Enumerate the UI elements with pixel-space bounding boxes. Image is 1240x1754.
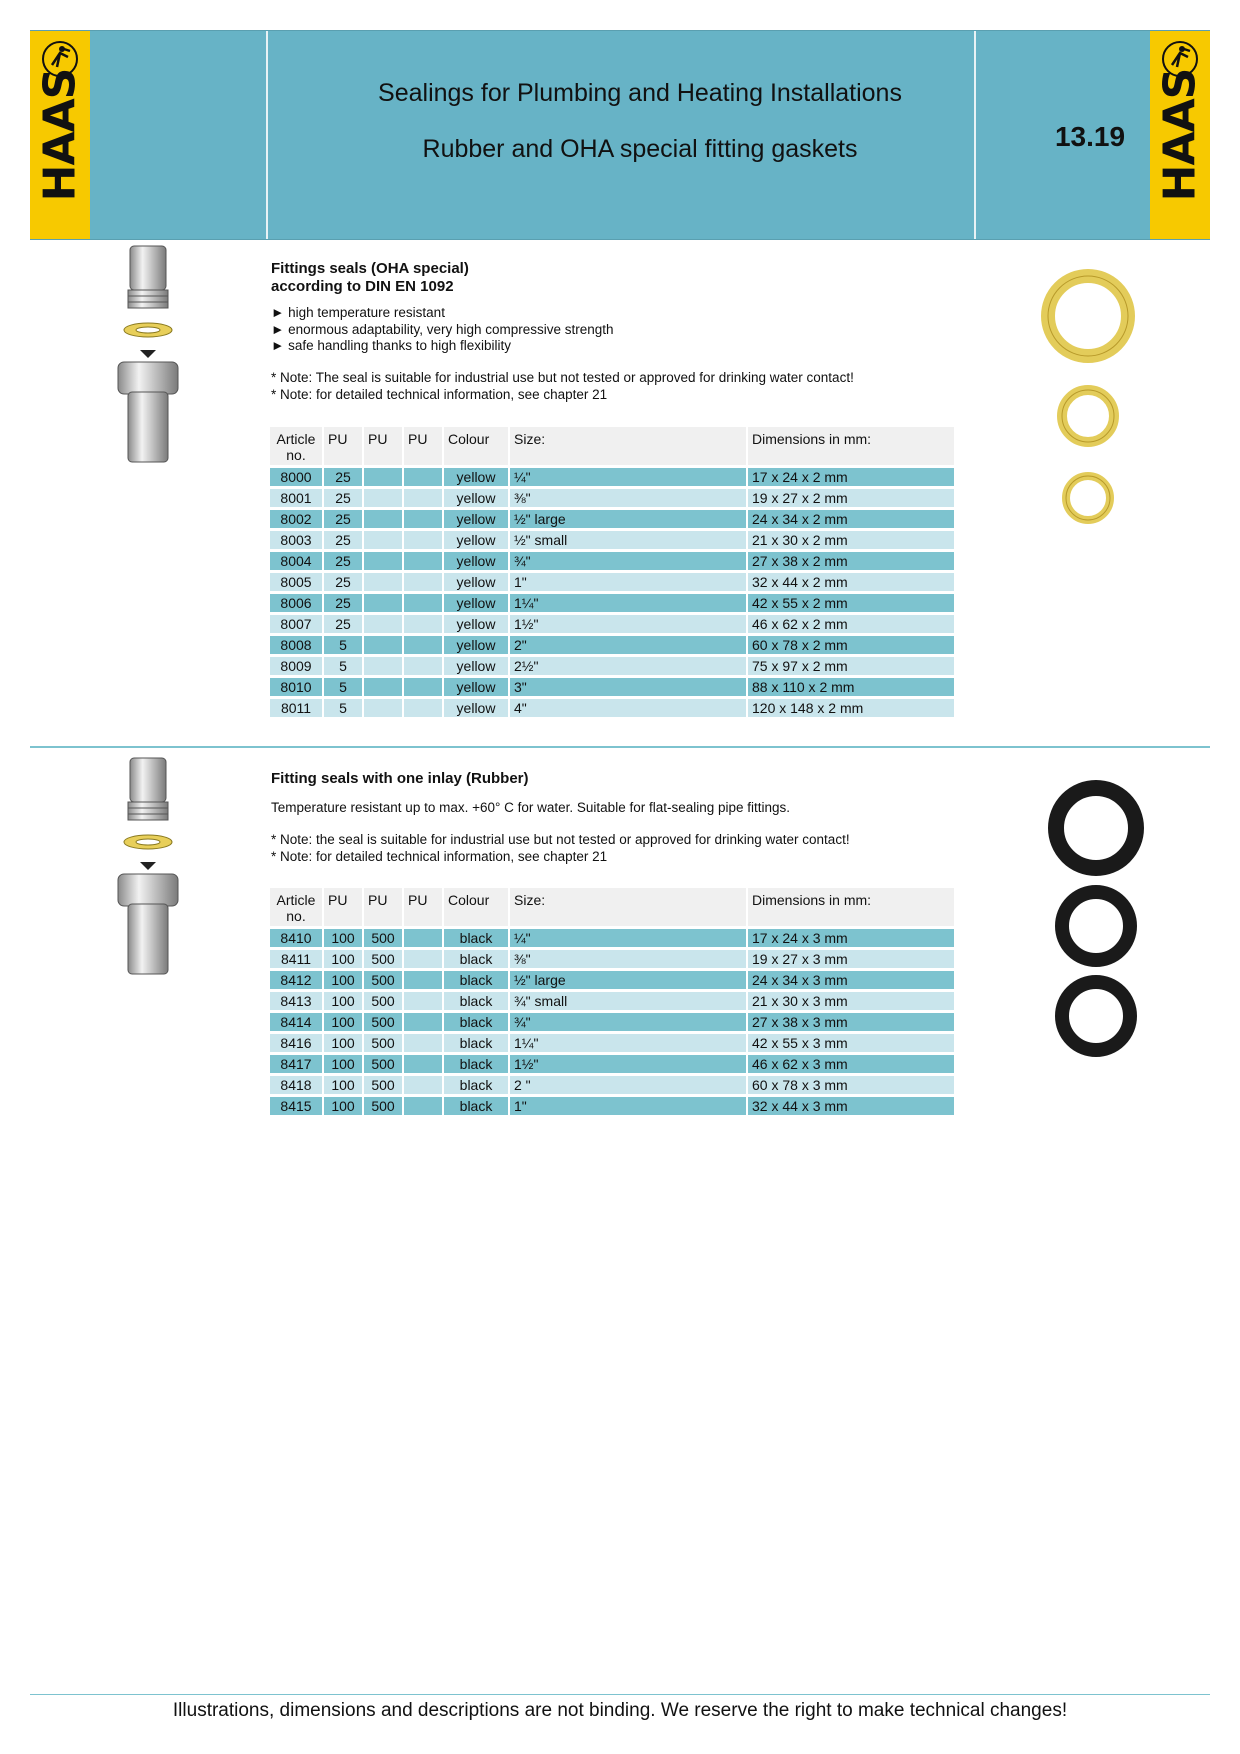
column-header: PU bbox=[324, 888, 362, 926]
table-cell: black bbox=[444, 1076, 508, 1094]
note-item: * Note: the seal is suitable for industrial use but not tested or approved for drinking water contact! bbox=[271, 832, 850, 847]
footer-disclaimer: Illustrations, dimensions and descriptions are not binding. We reserve the right to make technical changes! bbox=[172, 1700, 1068, 1721]
table-row bbox=[270, 573, 954, 591]
table-cell: 8000 bbox=[270, 468, 322, 486]
table-cell bbox=[404, 929, 442, 947]
table-cell bbox=[364, 615, 402, 633]
section1-title-line1: Fittings seals (OHA special) bbox=[271, 260, 469, 277]
note-item: * Note: for detailed technical information, see chapter 21 bbox=[271, 386, 608, 402]
table-cell: 8413 bbox=[270, 992, 322, 1010]
table-cell: 8414 bbox=[270, 1013, 322, 1031]
table-cell: yellow bbox=[444, 699, 508, 717]
column-header: Size: bbox=[510, 427, 746, 465]
table-cell bbox=[404, 594, 442, 612]
table-cell: 1½" bbox=[510, 615, 746, 633]
table-cell: yellow bbox=[444, 678, 508, 696]
table-cell bbox=[364, 468, 402, 486]
table-cell: 1¼" bbox=[510, 1034, 746, 1052]
table-cell: yellow bbox=[444, 636, 508, 654]
table-cell: ½" large bbox=[510, 510, 746, 528]
table-cell: 19 x 27 x 3 mm bbox=[748, 950, 954, 968]
table-cell bbox=[404, 1097, 442, 1115]
table-cell: ⅜" bbox=[510, 489, 746, 507]
table-cell: 46 x 62 x 3 mm bbox=[748, 1055, 954, 1073]
table-cell: yellow bbox=[444, 531, 508, 549]
table-row bbox=[270, 615, 954, 633]
pipe-fitting-illustration bbox=[112, 756, 186, 978]
table-cell bbox=[364, 657, 402, 675]
table-cell: ¼" bbox=[510, 468, 746, 486]
table-cell: 100 bbox=[324, 971, 362, 989]
table-cell: 17 x 24 x 2 mm bbox=[748, 468, 954, 486]
section-divider bbox=[30, 746, 1210, 748]
table-cell bbox=[404, 950, 442, 968]
table-cell: 17 x 24 x 3 mm bbox=[748, 929, 954, 947]
logo-wordmark: HAAS bbox=[34, 68, 86, 202]
table-cell bbox=[404, 636, 442, 654]
table-cell: 25 bbox=[324, 594, 362, 612]
table-cell bbox=[364, 531, 402, 549]
table-cell: black bbox=[444, 992, 508, 1010]
table-cell: 100 bbox=[324, 1097, 362, 1115]
table-cell: ¾" bbox=[510, 552, 746, 570]
table-cell: yellow bbox=[444, 657, 508, 675]
table-cell: 19 x 27 x 2 mm bbox=[748, 489, 954, 507]
column-header: Colour bbox=[444, 427, 508, 465]
column-header: Article no. bbox=[270, 427, 322, 465]
table-cell: 24 x 34 x 3 mm bbox=[748, 971, 954, 989]
table-cell bbox=[404, 510, 442, 528]
table-cell: 500 bbox=[364, 1013, 402, 1031]
table-cell: 100 bbox=[324, 1034, 362, 1052]
table-cell: 8410 bbox=[270, 929, 322, 947]
table-cell: 42 x 55 x 2 mm bbox=[748, 594, 954, 612]
table-cell: 32 x 44 x 3 mm bbox=[748, 1097, 954, 1115]
table-cell: 46 x 62 x 2 mm bbox=[748, 615, 954, 633]
table-cell: yellow bbox=[444, 489, 508, 507]
table-row bbox=[270, 1076, 954, 1094]
section1-table bbox=[268, 424, 956, 720]
table-cell bbox=[404, 678, 442, 696]
table-cell: 120 x 148 x 2 mm bbox=[748, 699, 954, 717]
table-header-row bbox=[270, 888, 954, 926]
table-cell: 8418 bbox=[270, 1076, 322, 1094]
pipe-fitting-illustration bbox=[112, 244, 186, 466]
table-cell: black bbox=[444, 1013, 508, 1031]
table-row bbox=[270, 468, 954, 486]
table-cell: 32 x 44 x 2 mm bbox=[748, 573, 954, 591]
table-row bbox=[270, 1055, 954, 1073]
table-header-row bbox=[270, 427, 954, 465]
table-cell: 3" bbox=[510, 678, 746, 696]
table-cell: 500 bbox=[364, 1055, 402, 1073]
column-header: PU bbox=[324, 427, 362, 465]
section1-title-line2: according to DIN EN 1092 bbox=[271, 278, 454, 295]
bullet-item: ► safe handling thanks to high flexibility bbox=[271, 338, 512, 353]
table-cell: ¾" small bbox=[510, 992, 746, 1010]
table-cell bbox=[364, 636, 402, 654]
table-cell: 500 bbox=[364, 950, 402, 968]
bullet-item: ► enormous adaptability, very high compressive strength bbox=[271, 321, 614, 337]
table-row bbox=[270, 1013, 954, 1031]
table-cell: yellow bbox=[444, 594, 508, 612]
page-title: Sealings for Plumbing and Heating Installations bbox=[378, 79, 902, 107]
table-cell bbox=[404, 992, 442, 1010]
table-cell: ¾" bbox=[510, 1013, 746, 1031]
table-cell bbox=[404, 657, 442, 675]
table-cell: 8417 bbox=[270, 1055, 322, 1073]
table-row bbox=[270, 992, 954, 1010]
table-cell: 8008 bbox=[270, 636, 322, 654]
table-cell: 8002 bbox=[270, 510, 322, 528]
table-cell bbox=[404, 531, 442, 549]
table-cell: yellow bbox=[444, 510, 508, 528]
table-cell bbox=[364, 510, 402, 528]
yellow-gaskets-illustration bbox=[1030, 268, 1170, 538]
table-cell: 100 bbox=[324, 950, 362, 968]
table-cell bbox=[404, 615, 442, 633]
table-cell: yellow bbox=[444, 468, 508, 486]
table-cell: 60 x 78 x 2 mm bbox=[748, 636, 954, 654]
table-cell: black bbox=[444, 1034, 508, 1052]
haas-logo-right bbox=[1150, 31, 1210, 239]
table-cell bbox=[364, 489, 402, 507]
column-header: PU bbox=[404, 427, 442, 465]
table-cell: black bbox=[444, 950, 508, 968]
column-header: PU bbox=[364, 427, 402, 465]
table-cell: 8412 bbox=[270, 971, 322, 989]
section1-notes bbox=[271, 370, 854, 403]
table-cell: 1½" bbox=[510, 1055, 746, 1073]
table-cell: ¼" bbox=[510, 929, 746, 947]
table-cell: 500 bbox=[364, 992, 402, 1010]
column-header: Size: bbox=[510, 888, 746, 926]
table-cell: 21 x 30 x 3 mm bbox=[748, 992, 954, 1010]
table-cell: 25 bbox=[324, 489, 362, 507]
table-cell bbox=[404, 552, 442, 570]
table-cell: 42 x 55 x 3 mm bbox=[748, 1034, 954, 1052]
header-divider bbox=[266, 31, 268, 239]
table-cell bbox=[364, 678, 402, 696]
column-header: Dimensions in mm: bbox=[748, 427, 954, 465]
table-cell: 5 bbox=[324, 657, 362, 675]
table-cell: ½" large bbox=[510, 971, 746, 989]
table-row bbox=[270, 531, 954, 549]
table-cell: 1¼" bbox=[510, 594, 746, 612]
table-row bbox=[270, 1097, 954, 1115]
table-cell: 21 x 30 x 2 mm bbox=[748, 531, 954, 549]
section2-description: Temperature resistant up to max. +60° C for water. Suitable for flat-sealing pipe fittings. bbox=[271, 800, 791, 815]
black-gaskets-illustration bbox=[1040, 776, 1170, 1058]
table-row bbox=[270, 657, 954, 675]
table-cell: 5 bbox=[324, 699, 362, 717]
table-cell: 500 bbox=[364, 1076, 402, 1094]
table-cell: 500 bbox=[364, 929, 402, 947]
table-cell: yellow bbox=[444, 573, 508, 591]
table-cell: ½" small bbox=[510, 531, 746, 549]
table-cell: 500 bbox=[364, 1097, 402, 1115]
table-cell: black bbox=[444, 971, 508, 989]
table-cell: ⅜" bbox=[510, 950, 746, 968]
table-cell: 8006 bbox=[270, 594, 322, 612]
table-cell: 25 bbox=[324, 510, 362, 528]
table-row bbox=[270, 929, 954, 947]
table-cell bbox=[364, 594, 402, 612]
table-cell: 2½" bbox=[510, 657, 746, 675]
table-cell: 100 bbox=[324, 1076, 362, 1094]
table-cell: 4" bbox=[510, 699, 746, 717]
table-row bbox=[270, 699, 954, 717]
table-cell: 100 bbox=[324, 1013, 362, 1031]
table-cell: 8010 bbox=[270, 678, 322, 696]
table-cell: 2 " bbox=[510, 1076, 746, 1094]
table-cell: 25 bbox=[324, 573, 362, 591]
table-cell: yellow bbox=[444, 552, 508, 570]
table-row bbox=[270, 678, 954, 696]
section2-title: Fitting seals with one inlay (Rubber) bbox=[271, 770, 529, 787]
table-cell bbox=[404, 1076, 442, 1094]
table-cell bbox=[404, 489, 442, 507]
table-cell: 500 bbox=[364, 971, 402, 989]
page-number: 13.19 bbox=[1054, 121, 1126, 152]
table-cell: 100 bbox=[324, 992, 362, 1010]
haas-logo-left bbox=[30, 31, 90, 239]
logo-wordmark: HAAS bbox=[1154, 68, 1206, 202]
table-cell: 25 bbox=[324, 552, 362, 570]
section1-title bbox=[271, 260, 469, 296]
section1-bullets bbox=[271, 305, 614, 355]
table-cell bbox=[404, 468, 442, 486]
table-cell: yellow bbox=[444, 615, 508, 633]
column-header: Article no. bbox=[270, 888, 322, 926]
page-subtitle: Rubber and OHA special fitting gaskets bbox=[422, 135, 858, 163]
table-cell bbox=[364, 552, 402, 570]
table-cell bbox=[404, 699, 442, 717]
note-item: * Note: for detailed technical information, see chapter 21 bbox=[271, 848, 608, 864]
table-cell: 500 bbox=[364, 1034, 402, 1052]
table-cell bbox=[404, 1013, 442, 1031]
table-cell: 8005 bbox=[270, 573, 322, 591]
table-cell bbox=[404, 1034, 442, 1052]
table-cell bbox=[364, 573, 402, 591]
footer-divider bbox=[30, 1694, 1210, 1695]
table-cell: 5 bbox=[324, 678, 362, 696]
column-header: Dimensions in mm: bbox=[748, 888, 954, 926]
table-cell: 8411 bbox=[270, 950, 322, 968]
table-row bbox=[270, 950, 954, 968]
table-cell: 25 bbox=[324, 531, 362, 549]
section2-table bbox=[268, 885, 956, 1118]
table-cell: 1" bbox=[510, 1097, 746, 1115]
table-row bbox=[270, 1034, 954, 1052]
table-cell: 8004 bbox=[270, 552, 322, 570]
table-cell: black bbox=[444, 1055, 508, 1073]
table-cell: 60 x 78 x 3 mm bbox=[748, 1076, 954, 1094]
table-row bbox=[270, 594, 954, 612]
table-cell: 8011 bbox=[270, 699, 322, 717]
table-cell: 8007 bbox=[270, 615, 322, 633]
table-row bbox=[270, 510, 954, 528]
table-cell: 2" bbox=[510, 636, 746, 654]
table-cell bbox=[404, 573, 442, 591]
table-row bbox=[270, 552, 954, 570]
table-row bbox=[270, 636, 954, 654]
table-cell: 8415 bbox=[270, 1097, 322, 1115]
table-cell: 5 bbox=[324, 636, 362, 654]
table-cell: 27 x 38 x 2 mm bbox=[748, 552, 954, 570]
table-cell bbox=[404, 971, 442, 989]
table-cell: 8003 bbox=[270, 531, 322, 549]
table-cell: 88 x 110 x 2 mm bbox=[748, 678, 954, 696]
table-cell: 8416 bbox=[270, 1034, 322, 1052]
table-cell: 8001 bbox=[270, 489, 322, 507]
table-cell bbox=[364, 699, 402, 717]
table-cell bbox=[404, 1055, 442, 1073]
table-cell: 24 x 34 x 2 mm bbox=[748, 510, 954, 528]
section2-notes bbox=[271, 832, 850, 865]
column-header: PU bbox=[364, 888, 402, 926]
bullet-item: ► high temperature resistant bbox=[271, 305, 445, 320]
column-header: Colour bbox=[444, 888, 508, 926]
table-cell: 75 x 97 x 2 mm bbox=[748, 657, 954, 675]
table-row bbox=[270, 489, 954, 507]
table-cell: 1" bbox=[510, 573, 746, 591]
table-cell: 100 bbox=[324, 929, 362, 947]
table-row bbox=[270, 971, 954, 989]
table-cell: 25 bbox=[324, 615, 362, 633]
note-item: * Note: The seal is suitable for industrial use but not tested or approved for drinking water contact! bbox=[271, 370, 854, 385]
table-cell: black bbox=[444, 929, 508, 947]
table-cell: black bbox=[444, 1097, 508, 1115]
page-header bbox=[30, 30, 1210, 240]
table-cell: 100 bbox=[324, 1055, 362, 1073]
table-cell: 27 x 38 x 3 mm bbox=[748, 1013, 954, 1031]
column-header: PU bbox=[404, 888, 442, 926]
table-cell: 25 bbox=[324, 468, 362, 486]
table-cell: 8009 bbox=[270, 657, 322, 675]
